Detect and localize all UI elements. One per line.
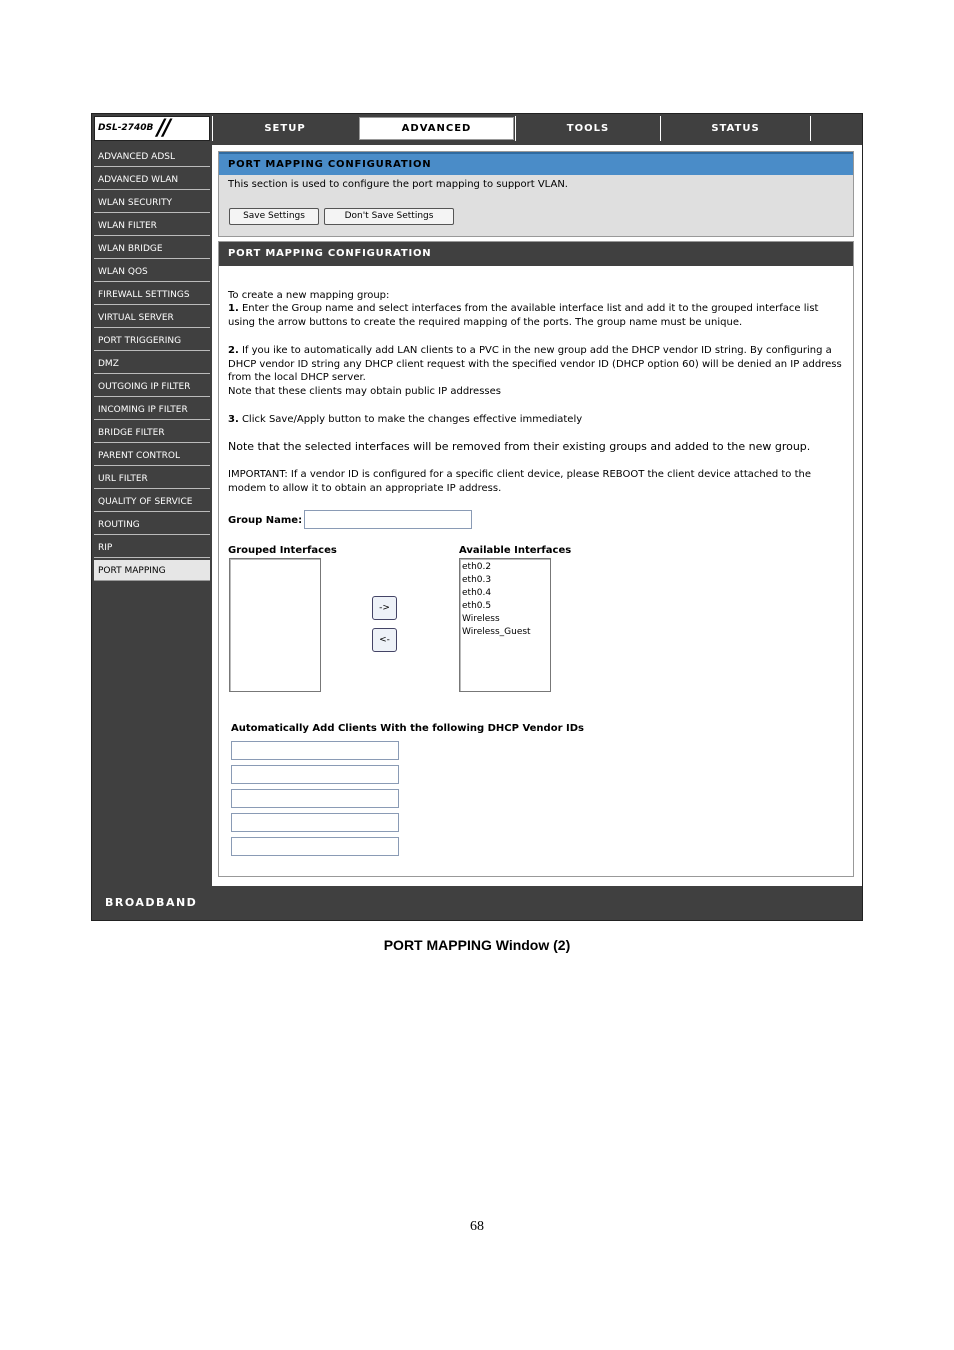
sidebar-item-firewall-settings[interactable]: FIREWALL SETTINGS [94, 284, 210, 305]
dhcp-vendor-id-input-2[interactable] [231, 765, 399, 784]
interface-option[interactable]: eth0.3 [462, 575, 492, 585]
step2-number: 2. [228, 345, 239, 356]
interface-option[interactable]: Wireless_Guest [462, 627, 531, 637]
sidebar-item-wlan-qos[interactable]: WLAN QOS [94, 261, 210, 282]
available-interfaces-label: Available Interfaces [459, 545, 572, 556]
step1-text [228, 302, 848, 329]
interface-option[interactable]: eth0.5 [462, 601, 492, 611]
page-number: 68 [470, 1219, 484, 1234]
step3-number: 3. [228, 414, 239, 425]
sidebar-item-routing[interactable]: ROUTING [94, 514, 210, 535]
top-navigation-bar [92, 114, 862, 143]
important-note: IMPORTANT: If a vendor ID is configured for a specific client device, please REBOOT the client device attached to the modem to allow it to obtain an appropriate IP address. [228, 469, 812, 494]
sidebar-item-port-triggering[interactable]: PORT TRIGGERING [94, 330, 210, 351]
group-name-label: Group Name: [228, 515, 303, 526]
section-title: PORT MAPPING CONFIGURATION [219, 242, 853, 266]
sidebar-item-port-mapping[interactable]: PORT MAPPING [94, 560, 210, 581]
sidebar-item-rip[interactable]: RIP [94, 537, 210, 558]
footer-bar [92, 887, 862, 920]
main-content [212, 145, 862, 886]
step3-body: Click Save/Apply button to make the changes effective immediately [238, 414, 583, 425]
port-mapping-config-panel [218, 241, 854, 877]
step1-number: 1. [228, 303, 239, 314]
interface-option[interactable]: eth0.4 [462, 588, 492, 598]
grouped-interfaces-listbox[interactable] [229, 558, 321, 692]
sidebar-item-wlan-bridge[interactable]: WLAN BRIDGE [94, 238, 210, 259]
tab-spacer [810, 116, 862, 141]
sidebar-item-advanced-adsl[interactable]: ADVANCED ADSL [94, 146, 210, 167]
interface-option[interactable]: Wireless [462, 614, 500, 624]
interface-option[interactable]: eth0.2 [462, 562, 492, 572]
step2-text [228, 344, 854, 385]
tab-tools[interactable]: TOOLS [515, 116, 660, 141]
sidebar [94, 146, 210, 583]
available-interfaces-listbox[interactable] [459, 558, 551, 692]
group-name-input[interactable] [304, 510, 472, 529]
step3-text [228, 413, 848, 427]
intro-text: To create a new mapping group: [228, 290, 390, 301]
sidebar-item-quality-of-service[interactable]: QUALITY OF SERVICE [94, 491, 210, 512]
selected-interfaces-note: Note that the selected interfaces will be removed from their existing groups and added to the new group. [228, 440, 811, 453]
tab-advanced[interactable]: ADVANCED [359, 117, 514, 140]
sidebar-item-wlan-filter[interactable]: WLAN FILTER [94, 215, 210, 236]
remove-interface-button[interactable]: <- [372, 628, 397, 652]
add-interface-button[interactable]: -> [372, 596, 397, 620]
dhcp-vendor-id-input-1[interactable] [231, 741, 399, 760]
dont-save-settings-button[interactable]: Don't Save Settings [324, 208, 454, 225]
section-description: This section is used to configure the port mapping to support VLAN. [228, 179, 568, 190]
dhcp-vendor-id-input-4[interactable] [231, 813, 399, 832]
figure-caption: PORT MAPPING Window (2) [383, 937, 571, 953]
save-settings-button[interactable]: Save Settings [229, 208, 319, 225]
step1-body: Enter the Group name and select interfaces from the available interface list and add it to the grouped interface list using the arrow buttons to create the required mapping of the ports. The group name must be unique. [228, 303, 819, 328]
brand-logo [94, 116, 210, 141]
tab-status[interactable]: STATUS [660, 116, 810, 141]
model-name: DSL-2740B [98, 123, 154, 133]
dhcp-vendor-ids-label: Automatically Add Clients With the following DHCP Vendor IDs [231, 723, 584, 734]
router-ui-frame [91, 113, 863, 921]
dhcp-vendor-id-input-3[interactable] [231, 789, 399, 808]
dhcp-vendor-id-input-5[interactable] [231, 837, 399, 856]
sidebar-item-bridge-filter[interactable]: BRIDGE FILTER [94, 422, 210, 443]
sidebar-item-virtual-server[interactable]: VIRTUAL SERVER [94, 307, 210, 328]
tab-setup[interactable]: SETUP [212, 116, 357, 141]
brand-slashes: // [157, 116, 170, 141]
sidebar-item-url-filter[interactable]: URL FILTER [94, 468, 210, 489]
step2-body: If you ike to automatically add LAN clients to a PVC in the new group add the DHCP vendor ID string. By configuring a DHCP vendor ID string any DHCP client request with the specified vendor ID (DHCP option 60) will be denied an IP address from the local DHCP server. [228, 345, 842, 383]
sidebar-item-advanced-wlan[interactable]: ADVANCED WLAN [94, 169, 210, 190]
sidebar-item-incoming-ip-filter[interactable]: INCOMING IP FILTER [94, 399, 210, 420]
sidebar-item-wlan-security[interactable]: WLAN SECURITY [94, 192, 210, 213]
sidebar-item-dmz[interactable]: DMZ [94, 353, 210, 374]
broadband-logo: BROADBAND [105, 896, 198, 909]
sidebar-item-outgoing-ip-filter[interactable]: OUTGOING IP FILTER [94, 376, 210, 397]
section-title: PORT MAPPING CONFIGURATION [219, 152, 853, 175]
port-mapping-intro-panel [218, 151, 854, 237]
grouped-interfaces-label: Grouped Interfaces [228, 545, 337, 556]
step2-note: Note that these clients may obtain public IP addresses [228, 386, 501, 397]
sidebar-item-parent-control[interactable]: PARENT CONTROL [94, 445, 210, 466]
